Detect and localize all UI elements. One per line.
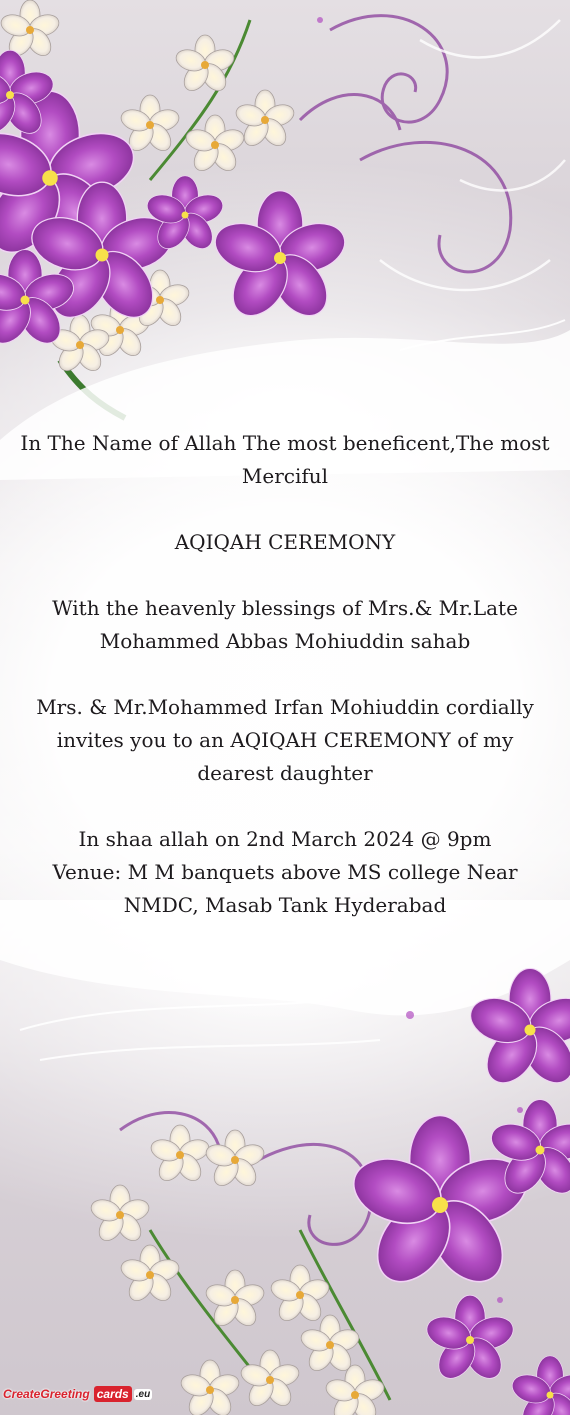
invitation-text [20, 427, 550, 922]
blessing-line-1: With the heavenly blessings of Mrs.& Mr.Late [52, 596, 518, 620]
invite-line-1: Mrs. & Mr.Mohammed Irfan Mohiuddin cordially [36, 695, 534, 719]
bismillah-line-2: Merciful [241, 464, 329, 488]
event-date: In shaa allah on 2nd March 2024 @ 9pm [78, 827, 492, 851]
invite-line-3: dearest daughter [197, 761, 373, 785]
ceremony-heading: AQIQAH CEREMONY [174, 530, 396, 554]
site-logo[interactable] [3, 1378, 151, 1410]
venue-line-1: Venue: M M banquets above MS college Near [52, 860, 518, 884]
blessing-line-2: Mohammed Abbas Mohiuddin sahab [99, 629, 471, 653]
logo-text-create: CreateGreeting [3, 1387, 90, 1401]
bismillah-line-1: In The Name of Allah The most beneficent,The most [20, 431, 550, 455]
logo-text-cards: cards [94, 1386, 132, 1402]
invite-line-2: invites you to an AQIQAH CEREMONY of my [56, 728, 514, 752]
venue-line-2: NMDC, Masab Tank Hyderabad [123, 893, 447, 917]
logo-text-eu: .eu [135, 1388, 151, 1400]
